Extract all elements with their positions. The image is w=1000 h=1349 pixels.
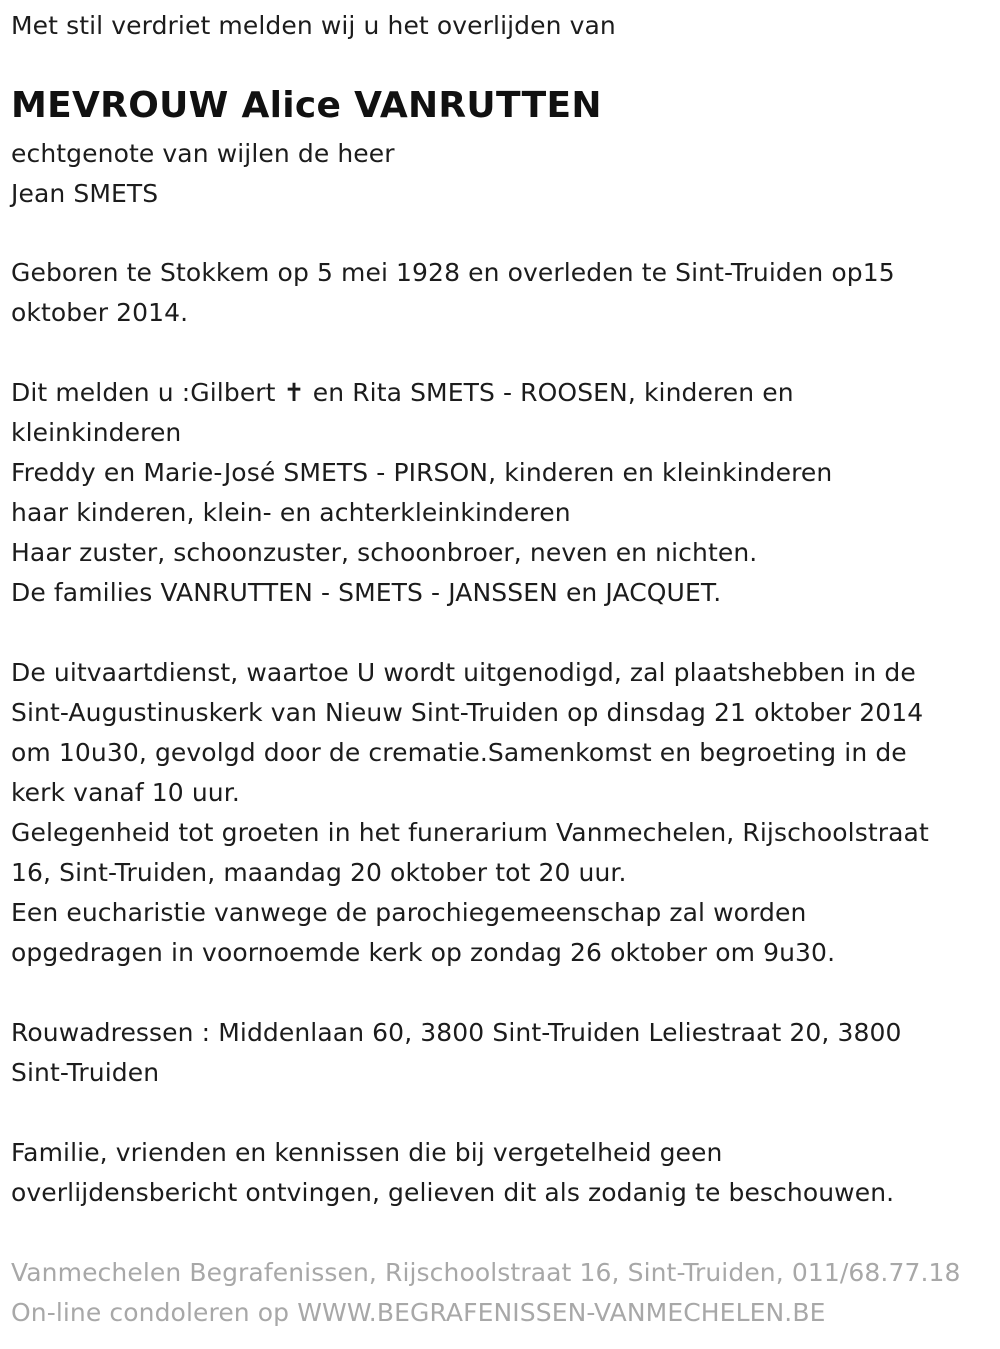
family-line: kleinkinderen — [11, 418, 182, 447]
closing-line: overlijdensbericht ontvingen, gelieven dit als zodanig te beschouwen. — [11, 1178, 895, 1207]
ceremony-line: 16, Sint-Truiden, maandag 20 oktober tot 20 uur. — [11, 858, 627, 887]
ceremony-line: opgedragen in voornoemde kerk op zondag 26 oktober om 9u30. — [11, 938, 836, 967]
family-line: Freddy en Marie-José SMETS - PIRSON, kinderen en kleinkinderen — [11, 458, 833, 487]
condolence-line: On-line condoleren op WWW.BEGRAFENISSEN-VANMECHELEN.BE — [11, 1298, 826, 1327]
family-line: haar kinderen, klein- en achterkleinkinderen — [11, 498, 571, 527]
family-line: Haar zuster, schoonzuster, schoonbroer, neven en nichten. — [11, 538, 758, 567]
spouse-line: Jean SMETS — [11, 179, 159, 208]
spouse-block — [11, 134, 395, 214]
family-block — [11, 373, 832, 613]
address-line: Sint-Truiden — [11, 1058, 160, 1087]
ceremony-line: Een eucharistie vanwege de parochiegemeenschap zal worden — [11, 898, 807, 927]
address-line: Rouwadressen : Middenlaan 60, 3800 Sint-Truiden Leliestraat 20, 3800 — [11, 1018, 902, 1047]
intro-text: Met stil verdriet melden wij u het overlijden van — [11, 11, 616, 40]
ceremony-line: Sint-Augustinuskerk van Nieuw Sint-Truiden op dinsdag 21 oktober 2014 — [11, 698, 924, 727]
ceremony-line: Gelegenheid tot groeten in het funerarium Vanmechelen, Rijschoolstraat — [11, 818, 929, 847]
birth-death-block — [11, 253, 895, 333]
spouse-line: echtgenote van wijlen de heer — [11, 139, 395, 168]
addresses-block — [11, 1013, 902, 1093]
ceremony-line: kerk vanaf 10 uur. — [11, 778, 240, 807]
birth-death-line: Geboren te Stokkem op 5 mei 1928 en overleden te Sint-Truiden op15 — [11, 258, 895, 287]
ceremony-line: De uitvaartdienst, waartoe U wordt uitgenodigd, zal plaatshebben in de — [11, 658, 916, 687]
family-line: Dit melden u :Gilbert ✝ en Rita SMETS - ROOSEN, kinderen en — [11, 378, 794, 407]
ceremony-line: om 10u30, gevolgd door de crematie.Samenkomst en begroeting in de — [11, 738, 907, 767]
family-line: De families VANRUTTEN - SMETS - JANSSEN en JACQUET. — [11, 578, 722, 607]
footer-block — [11, 1253, 961, 1333]
deceased-name: MEVROUW Alice VANRUTTEN — [11, 85, 602, 126]
ceremony-block — [11, 653, 929, 973]
birth-death-line: oktober 2014. — [11, 298, 189, 327]
closing-block — [11, 1133, 894, 1213]
funeral-home-line: Vanmechelen Begrafenissen, Rijschoolstraat 16, Sint-Truiden, 011/68.77.18 — [11, 1258, 961, 1287]
closing-line: Familie, vrienden en kennissen die bij vergetelheid geen — [11, 1138, 723, 1167]
